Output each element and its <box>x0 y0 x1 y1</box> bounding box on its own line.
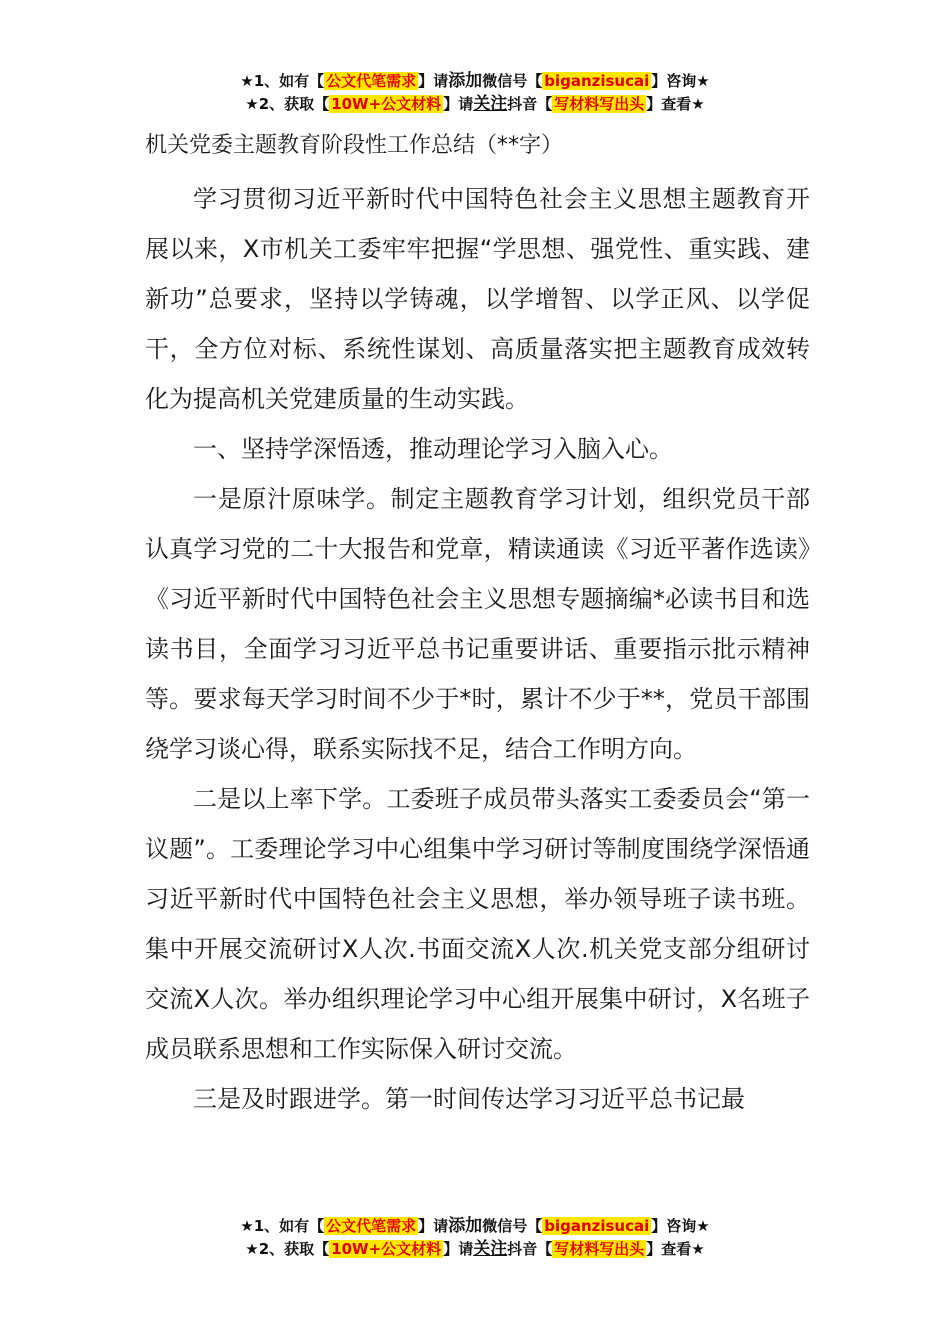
section-heading: 一、坚持学深悟透，推动理论学习入脑入心。 <box>193 435 673 463</box>
promo-text: 抖音【 <box>507 95 553 113</box>
promo-text: 】查看★ <box>646 1240 705 1258</box>
promo-text: 】请 <box>443 95 474 113</box>
promo-emphasis: 关注 <box>473 1239 508 1259</box>
promo-wechat-id: biganzisucai <box>544 72 650 90</box>
promo-text: 】请 <box>418 1217 449 1235</box>
promo-highlight: 10W+公文材料 <box>331 95 442 113</box>
promo-douyin-id: 写材料写出头 <box>554 95 645 113</box>
paragraph: 一是原汁原味学。制定主题教育学习计划，组织党员干部认真学习党的二十大报告和党章，精读通读《习近平著作选读》《习近平新时代中国特色社会主义思想专题摘编*必读书目和选读书目，全面学习习近平总书记重要讲话、重要指示批示精神等。要求每天学习时间不少于*时，累计不少于**，党员干部围绕学习谈心得，联系实际找不足，结合工作明方向。 <box>145 485 810 763</box>
promo-highlight: 公文代笔需求 <box>326 72 417 90</box>
promo-highlight: 10W+公文材料 <box>331 1240 442 1258</box>
promo-text: 】咨询★ <box>651 72 710 90</box>
promo-text: ★1、如有【 <box>240 1217 325 1235</box>
promo-emphasis: 关注 <box>473 94 508 114</box>
promo-text: ★2、获取【 <box>245 1240 330 1258</box>
promo-line-2 <box>0 1238 950 1261</box>
promo-emphasis: 添加 <box>448 1216 483 1236</box>
promo-line-1 <box>0 70 950 93</box>
promo-text: 】请 <box>418 72 449 90</box>
intro-paragraph: 学习贯彻习近平新时代中国特色社会主义思想主题教育开展以来，X市机关工委牢牢把握“学思想、强党性、重实践、建新功”总要求，坚持以学铸魂，以学增智、以学正风、以学促干，全方位对标、系统性谋划、高质量落实把主题教育成效转化为提高机关党建质量的生动实践。 <box>145 185 810 413</box>
document-body <box>145 124 810 1124</box>
promo-douyin-id: 写材料写出头 <box>554 1240 645 1258</box>
promo-text: 微信号【 <box>482 72 543 90</box>
document-title: 机关党委主题教育阶段性工作总结（**字） <box>145 133 564 158</box>
paragraph: 二是以上率下学。工委班子成员带头落实工委委员会“第一议题”。工委理论学习中心组集中学习研讨等制度围绕学深悟通习近平新时代中国特色社会主义思想，举办领导班子读书班。集中开展交流研讨X人次.书面交流X人次.机关党支部分组研讨交流X人次。举办组织理论学习中心组开展集中研讨，X名班子成员联系思想和工作实际保入研讨交流。 <box>145 785 810 1063</box>
promo-text: 】请 <box>443 1240 474 1258</box>
promo-text: 微信号【 <box>482 1217 543 1235</box>
promo-line-1 <box>0 1215 950 1238</box>
promo-text: 】查看★ <box>646 95 705 113</box>
top-promo-banner <box>0 70 950 116</box>
promo-text: ★2、获取【 <box>245 95 330 113</box>
promo-emphasis: 添加 <box>448 71 483 91</box>
promo-text: 】咨询★ <box>651 1217 710 1235</box>
promo-wechat-id: biganzisucai <box>544 1217 650 1235</box>
promo-text: ★1、如有【 <box>240 72 325 90</box>
bottom-promo-banner <box>0 1215 950 1261</box>
promo-line-2 <box>0 93 950 116</box>
paragraph: 三是及时跟进学。第一时间传达学习习近平总书记最 <box>193 1085 745 1113</box>
promo-text: 抖音【 <box>507 1240 553 1258</box>
promo-highlight: 公文代笔需求 <box>326 1217 417 1235</box>
